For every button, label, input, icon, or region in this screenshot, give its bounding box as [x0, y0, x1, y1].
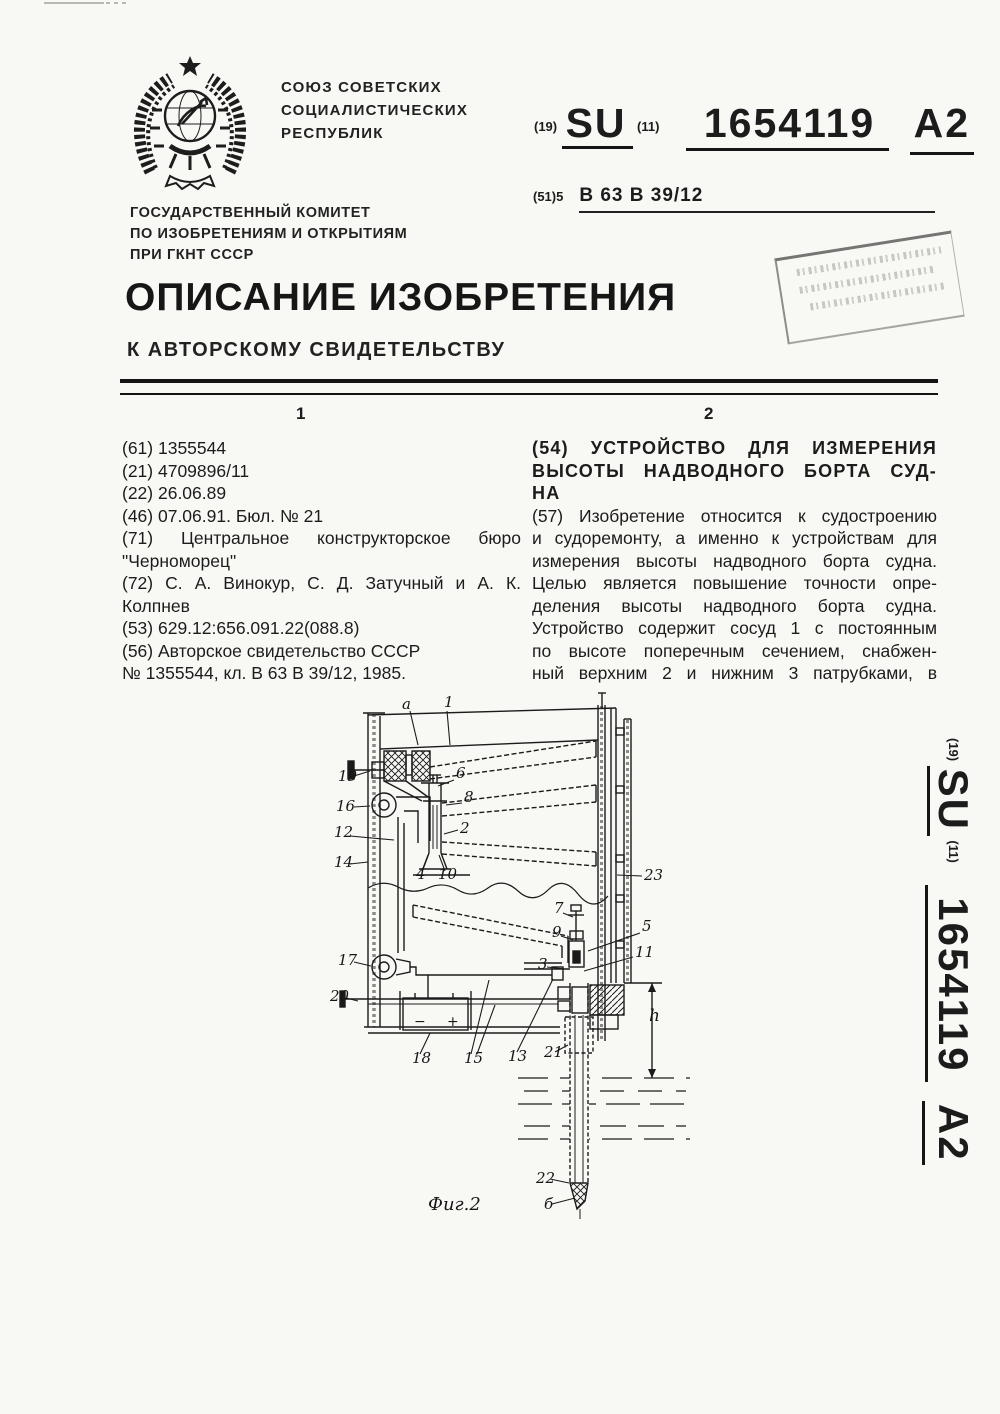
figure-label: Фиг.2: [428, 1194, 481, 1215]
document-id-header: [534, 100, 974, 147]
text-line: СОЦИАЛИСТИЧЕСКИХ: [281, 102, 469, 119]
figure-label: б: [544, 1195, 554, 1213]
figure-label: 18: [412, 1049, 432, 1067]
figure-label: 1: [444, 693, 454, 711]
publication-number: 1654119: [925, 885, 977, 1082]
emblem-star: [179, 56, 201, 76]
figure-label: 2: [460, 819, 470, 837]
text-line: "Черноморец": [122, 550, 237, 571]
figure-label: 19: [338, 767, 358, 785]
code-19: (19): [946, 738, 961, 762]
ipc-classification: [533, 185, 935, 213]
text-line: НА: [532, 483, 561, 503]
registration-stamp: [774, 231, 964, 345]
figure-label: 15: [464, 1049, 484, 1067]
leader-line: [617, 875, 642, 876]
leader-line: [477, 1005, 495, 1054]
leader-line: [588, 933, 640, 951]
figure-label: 11: [635, 943, 655, 961]
text-line: (56) Авторское свидетельство СССР: [122, 640, 421, 661]
leader-line: [447, 711, 450, 745]
text-line: измерения высоты надводного борта судна.: [532, 550, 937, 571]
column-number-left: 1: [296, 404, 306, 423]
code-19: (19): [534, 119, 558, 134]
figure-label: 23: [644, 866, 664, 884]
text-line: (21) 4709896/11: [122, 460, 250, 481]
figure-label: 14: [334, 853, 354, 871]
figure-label: h: [649, 1006, 660, 1026]
text-line: ВЫСОТЫ НАДВОДНОГО БОРТА СУД-: [532, 460, 937, 481]
leader-line: [584, 957, 633, 971]
bibliographic-column: [122, 437, 521, 685]
text-line: Колпнев: [122, 595, 190, 616]
text-line: (54) УСТРОЙСТВО ДЛЯ ИЗМЕРЕНИЯ: [532, 438, 937, 458]
leader-line: [446, 803, 462, 805]
figure-label: 22: [536, 1169, 556, 1187]
figure-label: +: [447, 1014, 459, 1030]
figure-label: 6: [456, 764, 466, 782]
figure-label: 10: [438, 865, 458, 883]
text-line: (72) С. А. Винокур, С. Д. Затучный и А. К.: [122, 573, 521, 593]
text-line: РЕСПУБЛИК: [281, 125, 384, 142]
figure-label: 5: [642, 917, 652, 935]
figure-label: 4: [416, 865, 426, 883]
figure-labels: [329, 693, 663, 1215]
text-line: (57) Изобретение относится к судостроению: [532, 505, 937, 526]
text-line: ный верхним 2 и нижним 3 патрубками, в: [532, 663, 937, 683]
leader-line: [517, 979, 553, 1052]
figure-label: 21: [544, 1043, 564, 1061]
text-line: ПРИ ГКНТ СССР: [130, 247, 254, 263]
text-line: Устройство содержит сосуд 1 с постоянным: [532, 618, 937, 638]
leader-line: [561, 936, 573, 940]
scan-artifact-dashes: [106, 2, 128, 4]
figure-label: 12: [334, 823, 354, 841]
text-line: (22) 26.06.89: [122, 483, 227, 503]
text-line: ПО ИЗОБРЕТЕНИЯМ И ОТКРЫТИЯМ: [130, 226, 408, 242]
leader-line: [410, 711, 418, 745]
figure-label: 16: [336, 797, 356, 815]
text-line: (61) 1355544: [122, 438, 227, 458]
text-line: № 1355544, кл. В 63 В 39/12, 1985.: [122, 663, 406, 683]
horizontal-rule: [120, 379, 938, 395]
figure-label: 20: [330, 987, 350, 1005]
country-code: SU: [562, 100, 633, 149]
ipc-class: В 63 В 39/12: [579, 185, 935, 213]
leader-line: [444, 830, 458, 834]
figure-label: 3: [538, 955, 548, 973]
scan-artifact-line: [44, 2, 104, 4]
text-line: Целью является повышение точности опре-: [532, 573, 937, 593]
text-line: и судоремонту, а именно к устройствам для: [532, 528, 937, 548]
leader-line: [552, 1198, 575, 1204]
publication-number: 1654119: [686, 100, 889, 151]
abstract-column: [532, 437, 937, 685]
text-line: деления высоты надводного борта судна.: [532, 595, 937, 616]
figure-label: 8: [464, 788, 474, 806]
kind-code: A2: [910, 100, 974, 155]
text-line: (46) 07.06.91. Бюл. № 21: [122, 505, 324, 526]
kind-code: A2: [922, 1101, 977, 1165]
text-line: СОЮЗ СОВЕТСКИХ: [281, 79, 442, 96]
code-11: (11): [637, 119, 660, 134]
committee-name: [130, 203, 407, 266]
text-line: (71) Центральное конструкторское бюро: [122, 528, 521, 548]
page-subtitle: К АВТОРСКОМУ СВИДЕТЕЛЬСТВУ: [127, 339, 506, 361]
invention-title: [532, 437, 937, 505]
document-id-side: [929, 738, 977, 1165]
figure-label: −: [414, 1014, 426, 1030]
figure-2-drawing: [318, 683, 708, 1248]
code-51: (51)5: [533, 189, 564, 204]
page-title: ОПИСАНИЕ ИЗОБРЕТЕНИЯ: [125, 276, 677, 319]
figure-label: 9: [552, 923, 562, 941]
country-name: [281, 76, 468, 145]
leader-line: [350, 836, 394, 840]
ussr-emblem: [126, 50, 254, 198]
text-line: ГОСУДАРСТВЕННЫЙ КОМИТЕТ: [130, 205, 371, 221]
text-line: по высоте поперечным сечением, снабжен-: [532, 640, 937, 661]
figure-label: 13: [508, 1047, 528, 1065]
leader-line: [471, 980, 489, 1054]
figure-label: 17: [338, 951, 358, 969]
figure-label: 7: [554, 899, 564, 917]
text-line: (53) 629.12:656.091.22(088.8): [122, 618, 360, 638]
column-number-right: 2: [704, 404, 714, 423]
abstract-text: [532, 505, 937, 685]
country-code: SU: [927, 766, 977, 836]
figure-label: a: [402, 695, 411, 713]
code-11: (11): [946, 840, 961, 863]
